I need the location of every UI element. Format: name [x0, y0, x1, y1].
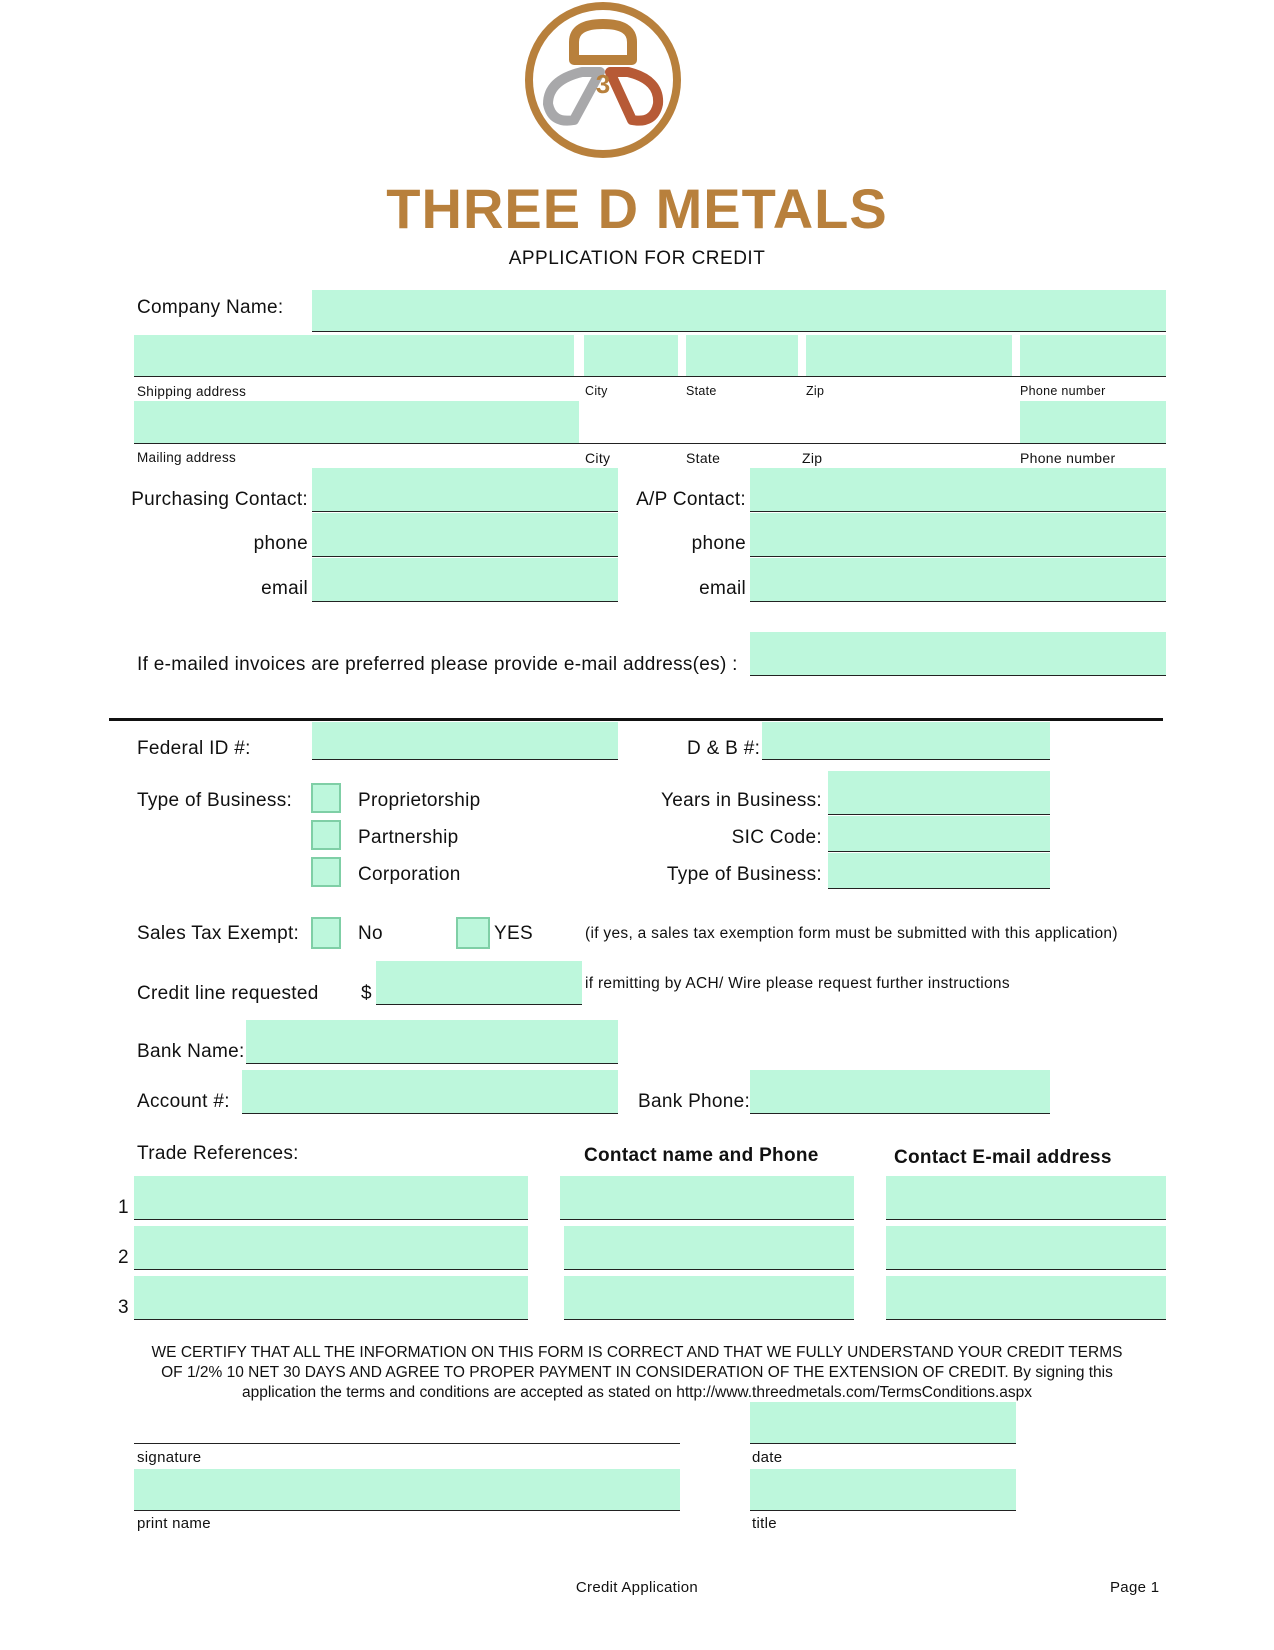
federal-id-label: Federal ID #: — [137, 738, 251, 759]
date-label: date — [752, 1449, 783, 1466]
page-number: Page 1 — [1110, 1579, 1160, 1596]
ach-wire-note: if remitting by ACH/ Wire please request further instructions — [585, 975, 1010, 992]
shipping-state-field[interactable] — [686, 335, 798, 377]
company-name-field[interactable] — [312, 290, 1166, 332]
ap-contact-label: A/P Contact: — [636, 489, 746, 510]
corporation-checkbox[interactable] — [311, 857, 341, 887]
partnership-checkbox[interactable] — [311, 820, 341, 850]
mailing-address-label: Mailing address — [137, 450, 237, 465]
tax-exemption-note: (if yes, a sales tax exemption form must be submitted with this application) — [585, 925, 1118, 942]
bank-name-label: Bank Name: — [137, 1041, 245, 1062]
purchasing-phone-field[interactable] — [312, 513, 618, 557]
proprietorship-label: Proprietorship — [358, 790, 481, 811]
corporation-label: Corporation — [358, 864, 461, 885]
trade-ref-1-contact-field[interactable] — [560, 1176, 854, 1220]
shipping-state-label: State — [686, 384, 717, 398]
mailing-city-label: City — [585, 450, 611, 466]
invoice-email-label: If e-mailed invoices are preferred please provide e-mail address(es) : — [137, 654, 738, 675]
tax-exempt-no-checkbox[interactable] — [311, 917, 341, 949]
bank-name-field[interactable] — [246, 1020, 618, 1064]
mailing-address-field[interactable] — [134, 401, 579, 444]
company-logo — [522, 0, 684, 162]
type-of-business-label: Type of Business: — [137, 790, 293, 811]
date-field[interactable] — [750, 1402, 1016, 1444]
sales-tax-exempt-label: Sales Tax Exempt: — [137, 923, 300, 944]
purchasing-contact-field[interactable] — [312, 468, 618, 512]
bank-phone-label: Bank Phone: — [638, 1091, 751, 1112]
mailing-phone-label: Phone number — [1020, 450, 1116, 466]
credit-line-field[interactable] — [376, 961, 582, 1005]
tax-exempt-no-label: No — [358, 923, 383, 944]
contact-email-header: Contact E-mail address — [894, 1147, 1112, 1168]
ap-phone-field[interactable] — [750, 513, 1166, 557]
ap-email-field[interactable] — [750, 558, 1166, 602]
bank-phone-field[interactable] — [750, 1070, 1050, 1114]
footer-title: Credit Application — [575, 1579, 699, 1596]
print-name-field[interactable] — [134, 1469, 680, 1511]
trade-ref-1-name-field[interactable] — [134, 1176, 528, 1220]
ap-phone-label: phone — [691, 533, 746, 554]
trade-row-number: 3 — [118, 1297, 129, 1318]
mailing-row-underline — [134, 443, 1166, 444]
trade-row-number: 2 — [118, 1247, 129, 1268]
trade-ref-3-contact-field[interactable] — [564, 1276, 854, 1320]
years-in-business-label: Years in Business: — [660, 790, 822, 811]
trade-ref-3-name-field[interactable] — [134, 1276, 528, 1320]
certification-text — [100, 1343, 1174, 1403]
ap-contact-field[interactable] — [750, 468, 1166, 512]
shipping-city-field[interactable] — [584, 335, 678, 377]
company-name-logo: THREE D METALS — [386, 177, 888, 240]
trade-references-label: Trade References: — [137, 1143, 299, 1164]
shipping-zip-field[interactable] — [806, 335, 1012, 377]
trade-ref-2-contact-field[interactable] — [564, 1226, 854, 1270]
shipping-phone-field[interactable] — [1020, 335, 1166, 377]
account-number-field[interactable] — [242, 1070, 618, 1114]
trade-ref-3-email-field[interactable] — [886, 1276, 1166, 1320]
shipping-zip-label: Zip — [806, 384, 825, 398]
dnb-field[interactable] — [762, 722, 1050, 760]
shipping-row-underline — [134, 376, 1166, 377]
certification-line-1: WE CERTIFY THAT ALL THE INFORMATION ON THIS FORM IS CORRECT AND THAT WE FULLY UNDERSTAND YOUR CREDIT TERMS — [151, 1344, 1123, 1361]
mailing-phone-field[interactable] — [1020, 401, 1166, 444]
title-label: title — [752, 1515, 777, 1532]
form-title: APPLICATION FOR CREDIT — [508, 248, 766, 269]
mailing-state-label: State — [686, 450, 721, 466]
signature-line[interactable] — [134, 1443, 680, 1444]
currency-symbol: $ — [361, 983, 372, 1004]
type-of-business-2-field[interactable] — [828, 853, 1050, 889]
sic-code-label: SIC Code: — [731, 827, 822, 848]
credit-line-label: Credit line requested — [137, 983, 319, 1004]
purchasing-email-label: email — [261, 578, 308, 599]
trade-ref-1-email-field[interactable] — [886, 1176, 1166, 1220]
tax-exempt-yes-label: YES — [494, 923, 533, 944]
shipping-address-field[interactable] — [134, 335, 574, 377]
ap-email-label: email — [699, 578, 746, 599]
shipping-address-label: Shipping address — [137, 384, 247, 399]
proprietorship-checkbox[interactable] — [311, 783, 341, 813]
type-of-business-2-label: Type of Business: — [666, 864, 822, 885]
purchasing-contact-label: Purchasing Contact: — [131, 489, 308, 510]
contact-name-phone-header: Contact name and Phone — [584, 1145, 819, 1166]
invoice-email-field[interactable] — [750, 632, 1166, 676]
trade-ref-2-name-field[interactable] — [134, 1226, 528, 1270]
sic-code-field[interactable] — [828, 816, 1050, 852]
certification-line-2: OF 1/2% 10 NET 30 DAYS AND AGREE TO PROPER PAYMENT IN CONSIDERATION OF THE EXTENSION OF CREDIT. By signing this — [161, 1364, 1113, 1381]
title-field[interactable] — [750, 1469, 1016, 1511]
trade-ref-2-email-field[interactable] — [886, 1226, 1166, 1270]
section-divider — [109, 718, 1163, 721]
purchasing-email-field[interactable] — [312, 558, 618, 602]
tax-exempt-yes-checkbox[interactable] — [456, 917, 490, 949]
logo-mark-text: 3 — [595, 69, 611, 99]
mailing-zip-label: Zip — [802, 450, 823, 466]
signature-label: signature — [137, 1449, 202, 1466]
trade-row-number: 1 — [118, 1197, 129, 1218]
shipping-phone-label: Phone number — [1020, 384, 1106, 398]
account-number-label: Account #: — [137, 1091, 230, 1112]
print-name-label: print name — [137, 1515, 211, 1532]
partnership-label: Partnership — [358, 827, 459, 848]
dnb-label: D & B #: — [687, 738, 761, 759]
purchasing-phone-label: phone — [253, 533, 308, 554]
years-in-business-field[interactable] — [828, 771, 1050, 815]
company-name-label: Company Name: — [137, 297, 284, 318]
certification-line-3: application the terms and conditions are accepted as stated on http://www.threedmetals.com/TermsConditions.aspx — [241, 1384, 1033, 1401]
shipping-city-label: City — [585, 384, 608, 398]
federal-id-field[interactable] — [312, 722, 618, 760]
